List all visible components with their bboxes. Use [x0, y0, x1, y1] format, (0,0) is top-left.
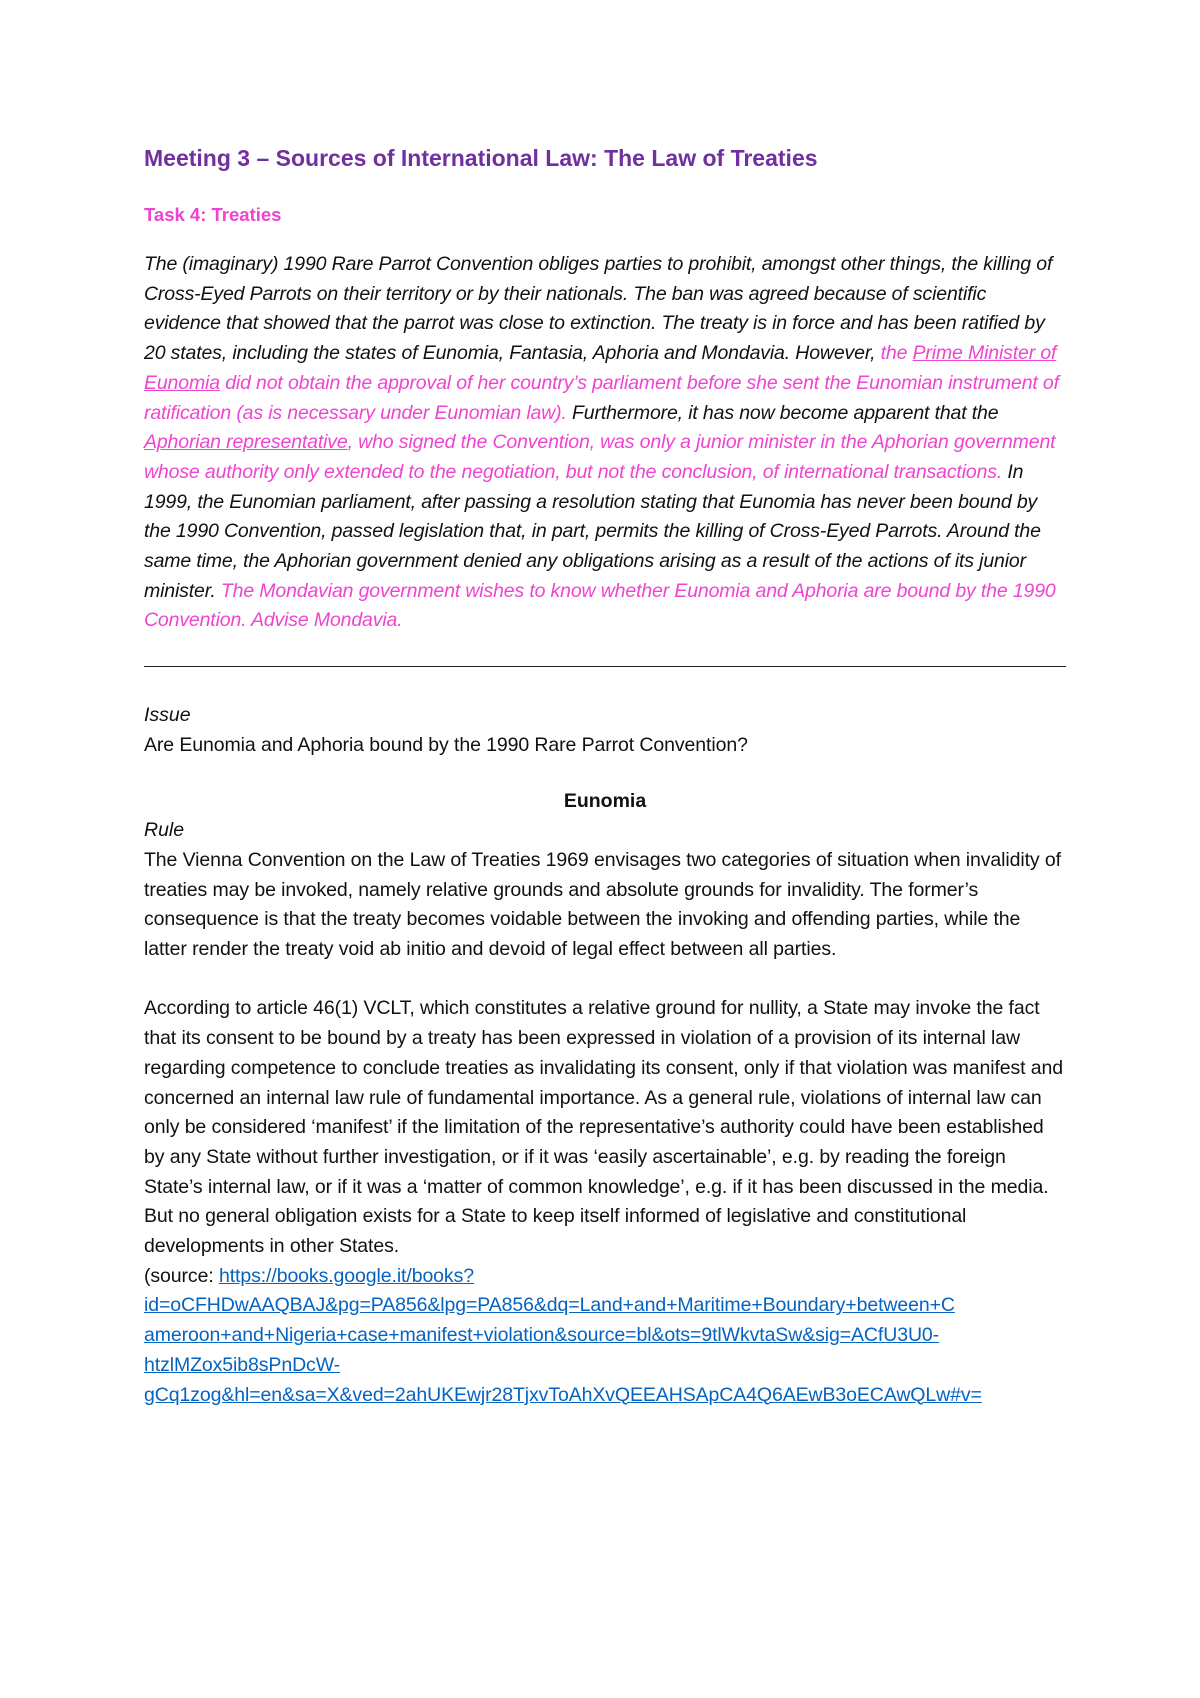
- scenario-paragraph: [144, 250, 1066, 636]
- highlight-eunomia-pre: the: [880, 342, 913, 365]
- page-title: Meeting 3 – Sources of International Law: The Law of Treaties: [144, 145, 818, 171]
- highlight-question: The Mondavian government wishes to know whether Eunomia and Aphoria are bound by the 1990 Convention. Advise Mondavia.: [144, 579, 1056, 632]
- rule-paragraph-1: The Vienna Convention on the Law of Treaties 1969 envisages two categories of situation when invalidity of treaties may be invoked, namely relative grounds and absolute grounds for invalidity. The former’s consequence is that the treaty becomes voidable between the invoking and offending parties, while the latter render the treaty void ab initio and devoid of legal effect between all parties.: [144, 848, 1061, 961]
- prime-minister-eunomia-link[interactable]: Prime Minister of Eunomia: [144, 342, 1057, 394]
- source-link-line-5[interactable]: gCq1zog&hl=en&sa=X&ved=2ahUKEwjr28TjxvToAhXvQEEAHSApCA4Q6AEwB3oECAwQLw#v=: [144, 1383, 982, 1406]
- scenario-text-2: Furthermore, it has now become apparent that the: [566, 401, 999, 424]
- rule-label: Rule: [144, 819, 185, 842]
- scenario-text-3: In 1999, the Eunomian parliament, after passing a resolution stating that Eunomia has never been bound by the 1990 Convention, passed legislation that, in part, permits the killing of Cross-Eyed Parrots. Around the same time, the Aphorian government denied any obligations arising as a result of the actions of its junior minister.: [144, 460, 1041, 602]
- issue-label: Issue: [144, 704, 191, 727]
- eunomia-heading: Eunomia: [563, 789, 647, 812]
- scenario-text-1: The (imaginary) 1990 Rare Parrot Convention obliges parties to prohibit, amongst other things, the killing of Cross-Eyed Parrots on their territory or by their nationals. The ban was agreed because of scientific evidence that showed that the parrot was close to extinction. The treaty is in force and has been ratified by 20 states, including the states of Eunomia, Fantasia, Aphoria and Mondavia. However,: [144, 253, 1053, 365]
- source-link-line-4[interactable]: htzlMZox5ib8sPnDcW-: [144, 1353, 341, 1376]
- horizontal-divider: [144, 666, 1066, 667]
- rule-paragraph-2: According to article 46(1) VCLT, which constitutes a relative ground for nullity, a State may invoke the fact that its consent to be bound by a treaty has been expressed in violation of a provision of its internal law regarding competence to conclude treaties as invalidating its consent, only if that violation was manifest and concerned an internal law rule of fundamental importance. As a general rule, violations of internal law can only be considered ‘manifest’ if the limitation of the representative’s authority could have been established by any State without further investigation, or if it was ‘easily ascertainable’, e.g. by reading the foreign State’s internal law, or if it was a ‘matter of common knowledge’, e.g. if it has been discussed in the media. But no general obligation exists for a State to keep itself informed of legislative and constitutional developments in other States.: [144, 997, 1064, 1258]
- document-body: [144, 140, 1066, 1410]
- task-heading: Task 4: Treaties: [144, 204, 282, 225]
- issue-text: Are Eunomia and Aphoria bound by the 1990 Rare Parrot Convention?: [144, 733, 748, 756]
- source-link-line-2[interactable]: id=oCFHDwAAQBAJ&pg=PA856&lpg=PA856&dq=Land+and+Maritime+Boundary+between+C: [144, 1294, 955, 1317]
- highlight-eunomia-text: did not obtain the approval of her country’s parliament before she sent the Eunomian instrument of ratification (as is necessary under Eunomian law).: [144, 371, 1059, 424]
- highlight-aphoria-text: , who signed the Convention, was only a junior minister in the Aphorian government whose authority only extended to the negotiation, but not the conclusion, of international transactions.: [144, 431, 1056, 483]
- source-prefix: (source:: [144, 1264, 219, 1287]
- source-citation: [144, 1262, 1066, 1411]
- paragraph-gap: [144, 965, 1066, 995]
- aphorian-representative-link[interactable]: Aphorian representative: [144, 431, 348, 454]
- source-link-line-1[interactable]: https://books.google.it/books?: [218, 1264, 474, 1287]
- source-link-line-3[interactable]: ameroon+and+Nigeria+case+manifest+violation&source=bl&ots=9tlWkvtaSw&sig=ACfU3U0-: [144, 1324, 940, 1347]
